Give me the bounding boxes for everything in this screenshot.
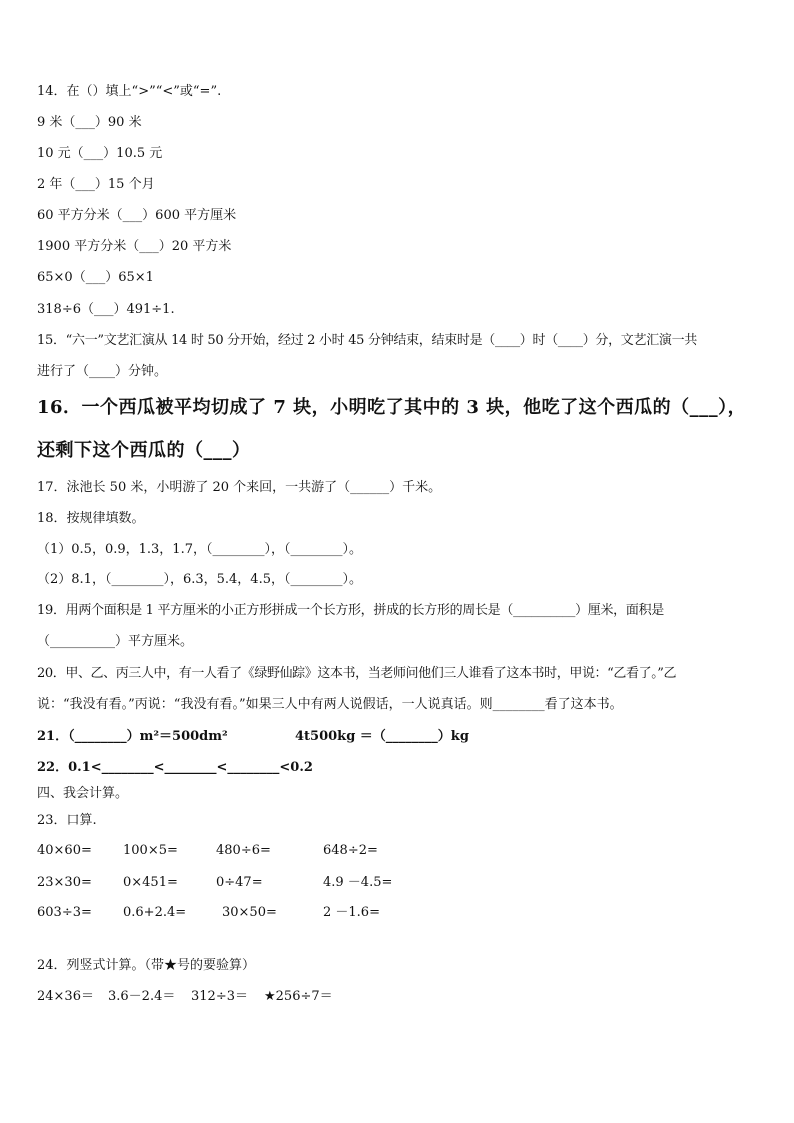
q23-cell: 30×50= bbox=[222, 905, 277, 920]
q14-item-7: 318÷6（___）491÷1. bbox=[37, 302, 175, 317]
q23-stem: 23．口算. bbox=[37, 813, 97, 828]
q23-cell: 4.9 －4.5= bbox=[323, 875, 393, 890]
q14-item-4: 60 平方分米（___）600 平方厘米 bbox=[37, 208, 237, 223]
q21-part-1: 21．（________）m²＝500dm² bbox=[37, 729, 228, 744]
q24-stem: 24．列竖式计算。（带★号的要验算） bbox=[37, 958, 256, 973]
q23-cell: 0.6+2.4= bbox=[123, 905, 187, 920]
q18-stem: 18．按规律填数。 bbox=[37, 511, 145, 526]
q16-line-1: 16．一个西瓜被平均切成了 7 块，小明吃了其中的 3 块，他吃了这个西瓜的（___）， bbox=[37, 397, 747, 418]
q23-cell: 40×60= bbox=[37, 843, 92, 858]
q16-line-2: 还剩下这个西瓜的（___） bbox=[37, 440, 251, 461]
q23-cell: 480÷6= bbox=[216, 843, 271, 858]
q22-text: 22．0.1<________<________<________<0.2 bbox=[37, 760, 313, 775]
q20-line-2: 说：“我没有看。”丙说：“我没有看。”如果三人中有两人说假话，一人说真话。则________看了这本书。 bbox=[37, 697, 623, 712]
q14-item-5: 1900 平方分米（___）20 平方米 bbox=[37, 239, 232, 254]
q21-part-2: 4t500kg ＝（________）kg bbox=[295, 729, 469, 744]
q19-line-2: （__________）平方厘米。 bbox=[37, 634, 194, 649]
q17-text: 17．泳池长 50 米，小明游了 20 个来回，一共游了（______）千米。 bbox=[37, 480, 442, 495]
q23-cell: 2 －1.6= bbox=[323, 905, 380, 920]
q24-item: ★256÷7＝ bbox=[264, 989, 333, 1004]
section-4-title: 四、我会计算。 bbox=[37, 786, 129, 801]
q23-cell: 0×451= bbox=[123, 875, 178, 890]
q14-item-1: 9 米（___）90 米 bbox=[37, 115, 142, 130]
q23-cell: 23×30= bbox=[37, 875, 92, 890]
q14-stem: 14．在（）填上“>”“<”或“=”. bbox=[37, 84, 222, 99]
q15-line-1: 15．“六一”文艺汇演从 14 时 50 分开始，经过 2 小时 45 分钟结束，结束时是（____）时（____）分，文艺汇演一共 bbox=[37, 333, 697, 348]
q23-cell: 0÷47= bbox=[216, 875, 263, 890]
q23-cell: 100×5= bbox=[123, 843, 178, 858]
q24-item: 3.6－2.4＝ bbox=[108, 989, 176, 1004]
q24-item: 312÷3＝ bbox=[191, 989, 248, 1004]
q24-item: 24×36＝ bbox=[37, 989, 94, 1004]
q23-cell: 648÷2= bbox=[323, 843, 378, 858]
q23-cell: 603÷3= bbox=[37, 905, 92, 920]
q14-item-2: 10 元（___）10.5 元 bbox=[37, 146, 163, 161]
q14-item-6: 65×0（___）65×1 bbox=[37, 270, 154, 285]
q14-item-3: 2 年（___）15 个月 bbox=[37, 177, 155, 192]
q18-item-1: （1）0.5，0.9，1.3，1.7，（________），（________）。 bbox=[37, 542, 362, 557]
q20-line-1: 20．甲、乙、丙三人中，有一人看了《绿野仙踪》这本书，当老师问他们三人谁看了这本书时，甲说：“乙看了。”乙 bbox=[37, 666, 677, 681]
q15-line-2: 进行了（____）分钟。 bbox=[37, 364, 168, 379]
q19-line-1: 19．用两个面积是 1 平方厘米的小正方形拼成一个长方形，拼成的长方形的周长是（__________）厘米，面积是 bbox=[37, 603, 664, 618]
q18-item-2: （2）8.1，（________），6.3，5.4，4.5，（________）。 bbox=[37, 572, 362, 587]
